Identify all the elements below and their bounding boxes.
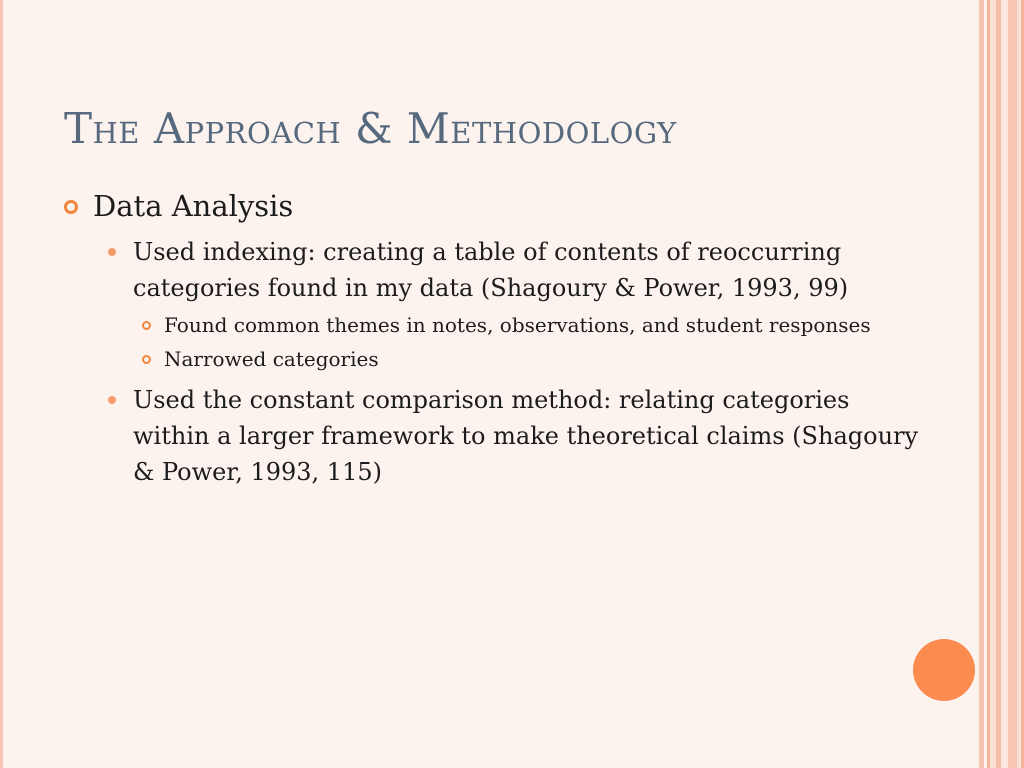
orange-circle-decoration [913,639,975,701]
orange-ring-bullet-icon [64,200,78,214]
right-stripe [1001,0,1008,768]
orange-ring-bullet-icon [142,355,151,364]
orange-ring-bullet-icon [142,321,151,330]
bullet-text: Used the constant comparison method: relating categories within a larger framework to make theoretical claims (Shagoury & Power, 1993, 115) [133,386,919,486]
slide-body [60,186,920,490]
bullet-level2 [100,382,920,490]
right-stripe [979,0,984,768]
right-stripe [1008,0,1017,768]
bullet-text: Found common themes in notes, observations, and student responses [164,313,871,337]
bullet-level1 [60,186,920,226]
orange-dot-bullet-icon [108,248,116,256]
bullet-text: Used indexing: creating a table of contents of reoccurring categories found in my data (Shagoury & Power, 1993, 99) [133,238,849,302]
orange-dot-bullet-icon [108,396,116,404]
bullet-text: Narrowed categories [164,347,379,371]
bullet-level3 [133,310,920,340]
bullet-level3 [133,344,920,374]
left-border-stripe [0,0,3,768]
bullet-text: Data Analysis [93,189,294,223]
slide-title: The Approach & Methodology [64,104,677,153]
bullet-level2 [100,234,920,306]
